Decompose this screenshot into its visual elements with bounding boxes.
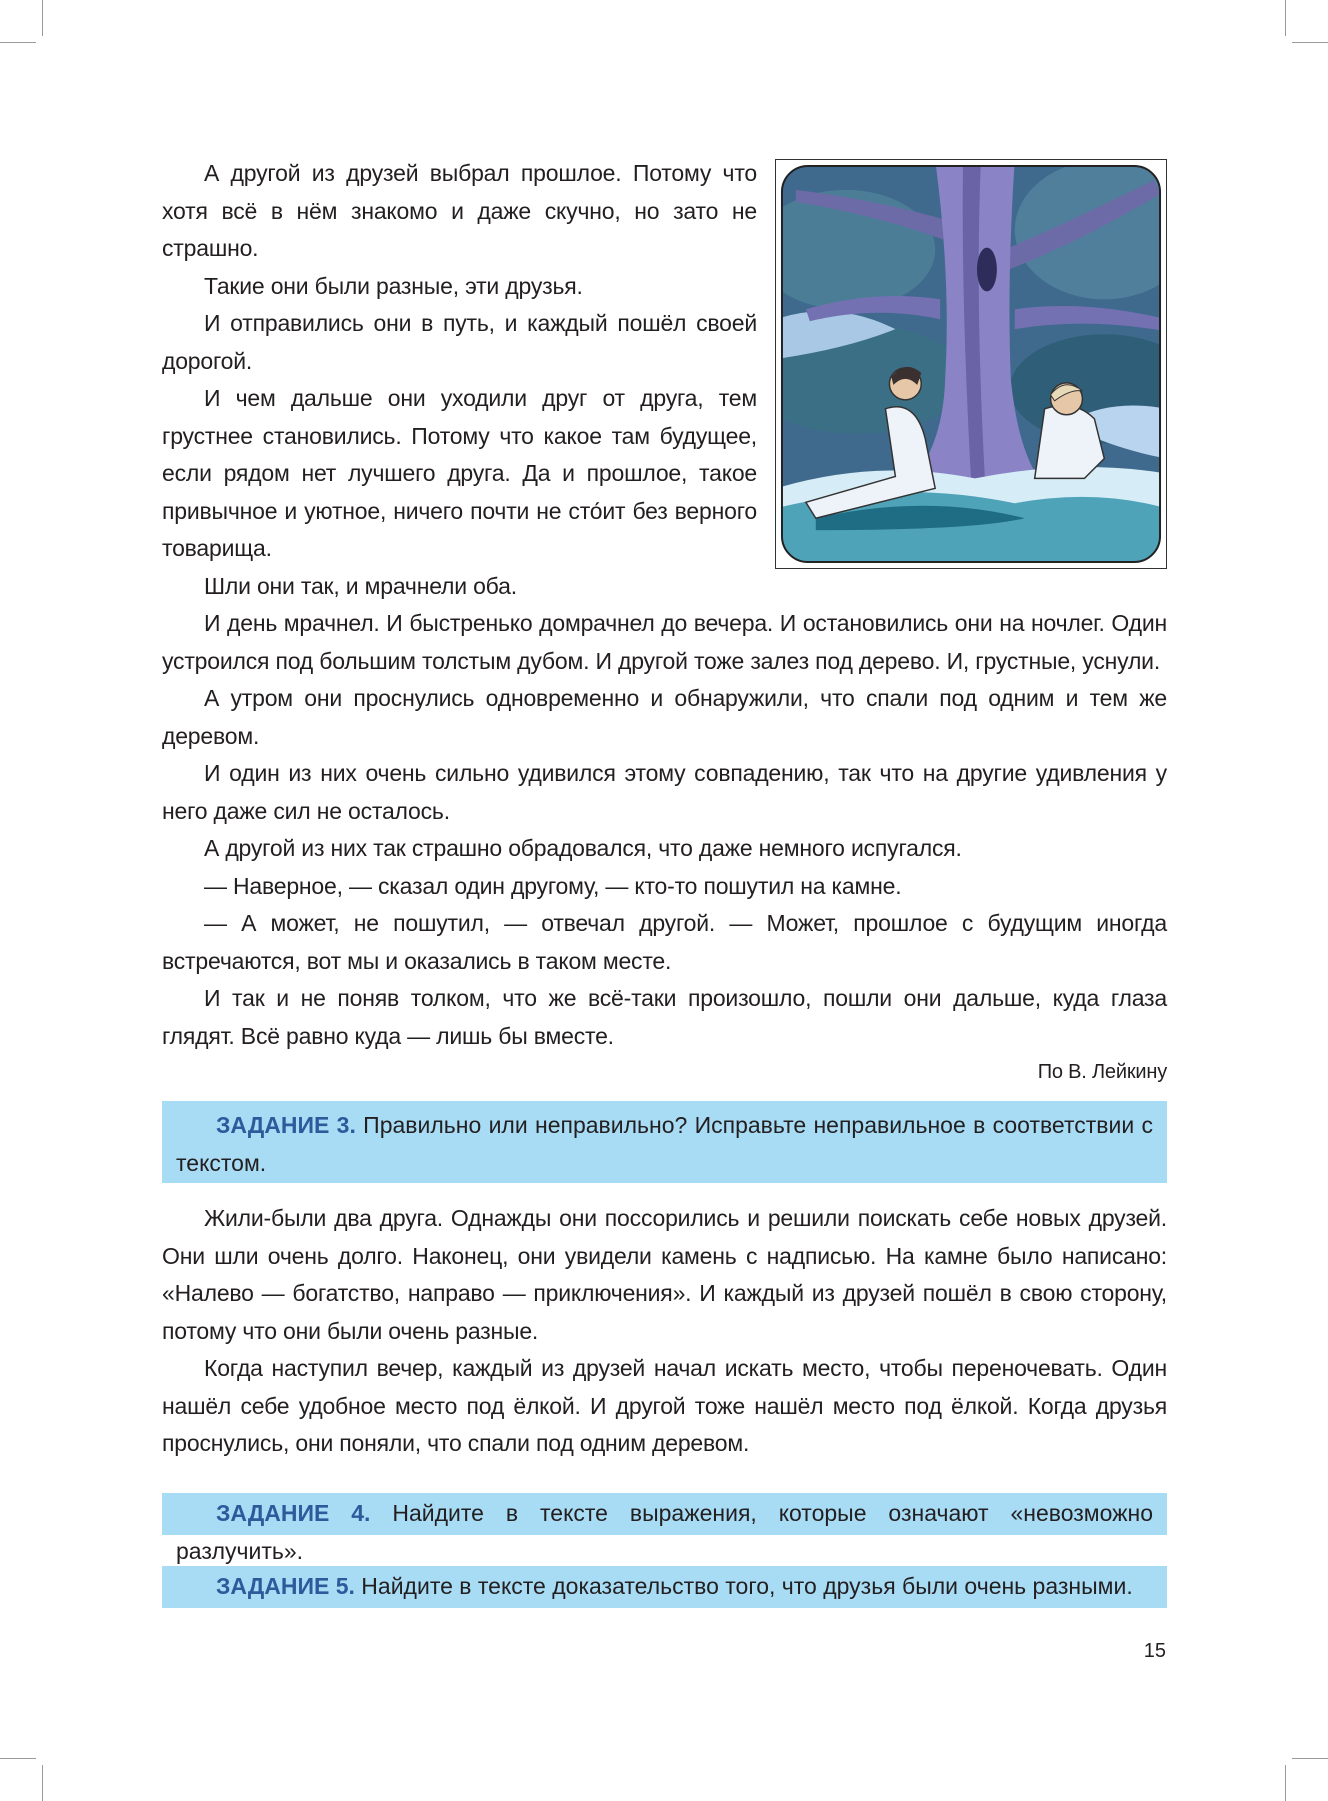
task-3-label: ЗАДАНИЕ 3.	[216, 1112, 356, 1138]
story-text	[162, 155, 1167, 1087]
author-signature: По В. Лейкину	[1037, 1061, 1167, 1083]
story-paragraph: Такие они были разные, эти друзья.	[204, 272, 583, 299]
task-5-text: Найдите в тексте доказательство того, что друзья были очень разными.	[354, 1573, 1133, 1599]
exercise-text	[162, 1200, 1167, 1463]
crop-mark	[1285, 0, 1286, 36]
crop-mark	[1292, 42, 1328, 43]
story-paragraph: И чем дальше они уходили друг от друга, тем грустнее становились. Потому что какое там будущее, если рядом нет лучшего друга. Да и прошлое, такое привычное и уютное, ничего почти не сто́ит без верного товарища.	[162, 385, 757, 561]
task-5-box	[162, 1566, 1167, 1608]
crop-mark	[0, 42, 36, 43]
story-paragraph: — Наверное, — сказал один другому, — кто-то пошутил на камне.	[204, 872, 902, 899]
task-5-label: ЗАДАНИЕ 5.	[216, 1573, 355, 1599]
story-paragraph: И день мрачнел. И быстренько домрачнел до вечера. И остановились они на ночлег. Один устроился под большим толстым дубом. И другой тоже залез под дерево. И, грустные, уснули.	[162, 610, 1167, 674]
crop-mark	[42, 0, 43, 36]
story-paragraph: И отправились они в путь, и каждый пошёл своей дорогой.	[162, 310, 757, 374]
task-3-text: Правильно или неправильно? Исправьте неправильное в соответствии с текстом.	[176, 1112, 1154, 1176]
exercise-paragraph: Жили-были два друга. Однажды они поссорились и решили поискать себе новых друзей. Они шли очень долго. Наконец, они увидели камень с надписью. На камне было написано: «Налево — богатство, направо — приключения». И каждый из друзей пошёл в свою сторону, потому что они были очень разные.	[162, 1205, 1167, 1344]
task-4-text: Найдите в тексте выражения, которые означают «невозможно разлучить».	[176, 1500, 1153, 1564]
page-number: 15	[1143, 1640, 1166, 1662]
story-paragraph: И так и не поняв толком, что же всё-таки произошло, пошли они дальше, куда глаза глядят. Всё равно куда — лишь бы вместе.	[162, 985, 1167, 1049]
task-4-box	[162, 1493, 1167, 1564]
crop-mark	[1292, 1758, 1328, 1759]
crop-mark	[0, 1758, 36, 1759]
exercise-paragraph: Когда наступил вечер, каждый из друзей начал искать место, чтобы переночевать. Один нашёл себе удобное место под ёлкой. И другой тоже нашёл место под ёлкой. Когда друзья проснулись, они поняли, что спали под одним деревом.	[162, 1355, 1167, 1456]
two-friends-under-tree-picture	[776, 160, 1166, 568]
story-paragraph: — А может, не пошутил, — отвечал другой. — Может, прошлое с будущим иногда встречаются, вот мы и оказались в таком месте.	[162, 910, 1167, 974]
task-3-box	[162, 1101, 1167, 1183]
crop-mark	[1285, 1765, 1286, 1801]
story-paragraph: А утром они проснулись одновременно и обнаружили, что спали под одним и тем же деревом.	[162, 685, 1167, 749]
story-paragraph: Шли они так, и мрачнели оба.	[204, 572, 517, 599]
story-paragraph: А другой из них так страшно обрадовался, что даже немного испугался.	[204, 835, 962, 861]
tree-illustration	[775, 159, 1167, 569]
story-paragraph: И один из них очень сильно удивился этому совпадению, так что на другие удивления у него даже сил не осталось.	[162, 760, 1167, 824]
story-paragraph: А другой из друзей выбрал прошлое. Потому что хотя всё в нём знакомо и даже скучно, но зато не страшно.	[162, 160, 757, 261]
task-4-label: ЗАДАНИЕ 4.	[216, 1500, 371, 1526]
crop-mark	[42, 1765, 43, 1801]
